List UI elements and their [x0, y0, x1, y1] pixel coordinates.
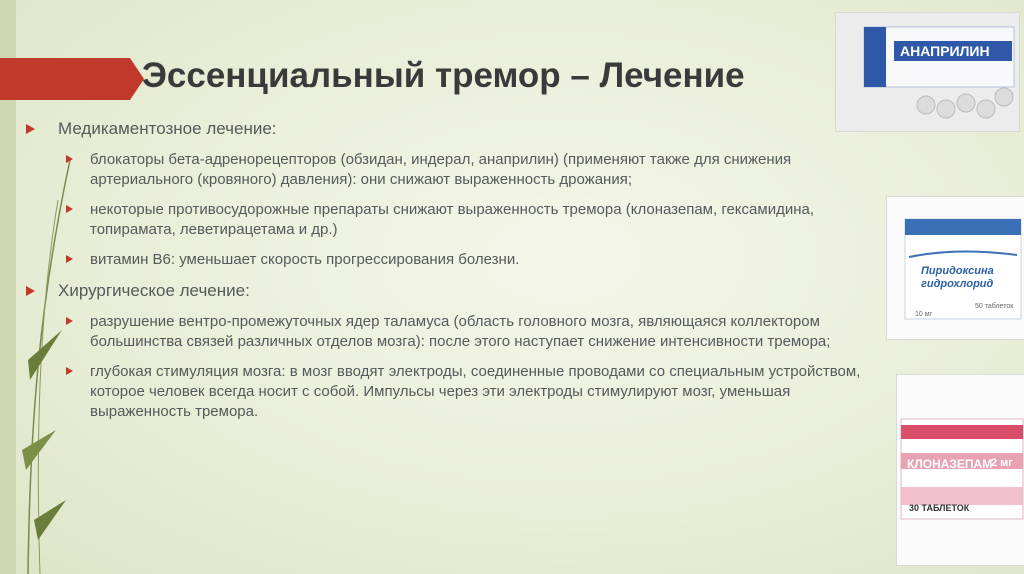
list-item-text: разрушение вентро-промежуточных ядер таламуса (область головного мозга, являющаяся коллектором большинства связей различных отделов мозга): после этого наступает снижение интенсивности тремора;	[90, 313, 831, 350]
pyridoxine-name-line1: Пиридоксина	[921, 265, 994, 277]
clonazepam-count: 30 ТАБЛЕТОК	[909, 503, 970, 513]
anaprilin-pack-icon	[836, 13, 1019, 131]
pyridoxine-dose: 10 мг	[915, 311, 933, 318]
list-item	[26, 250, 888, 270]
pyridoxine-name-line2: гидрохлорид	[921, 278, 994, 290]
clonazepam-label: КЛОНАЗЕПАМ	[907, 457, 993, 471]
list-item	[26, 312, 888, 352]
clonazepam-package-image	[896, 374, 1024, 566]
anaprilin-package-image	[835, 12, 1020, 132]
bullet-arrow-icon	[26, 124, 35, 134]
section-heading-text: Медикаментозное лечение:	[58, 119, 277, 138]
list-item-text: некоторые противосудорожные препараты снижают выраженность тремора (клоназепам, гексамидина, топирамата, леветирацетама и др.)	[90, 201, 814, 238]
bullet-arrow-icon	[66, 205, 73, 213]
list-item	[26, 200, 888, 240]
list-item-text: глубокая стимуляция мозга: в мозг вводят электроды, соединенные проводами со специальным устройством, которое человек всегда носит с собой. Импульсы через эти электроды стимулируют мозг, уменьшая выраженность тремора.	[90, 363, 861, 420]
bullet-arrow-icon	[66, 155, 73, 163]
bullet-arrow-icon	[66, 255, 73, 263]
pyridoxine-label	[921, 265, 994, 291]
list-item-text: блокаторы бета-адренорецепторов (обзидан, индерал, анаприлин) (применяют также для снижения артериального (кровяного) давления): они снижают выраженность дрожания;	[90, 151, 792, 188]
list-item-text: витамин В6: уменьшает скорость прогрессирования болезни.	[90, 251, 520, 268]
bullet-arrow-icon	[66, 317, 73, 325]
section-heading	[26, 280, 888, 302]
bullet-arrow-icon	[66, 367, 73, 375]
bullet-arrow-icon	[26, 286, 35, 296]
list-item	[26, 362, 888, 422]
list-item	[26, 150, 888, 190]
section-heading-text: Хирургическое лечение:	[58, 281, 250, 300]
pyridoxine-count: 50 таблеток	[975, 303, 1014, 310]
anaprilin-label: АНАПРИЛИН	[900, 43, 990, 59]
pyridoxine-package-image	[886, 196, 1024, 340]
slide-title: Эссенциальный тремор – Лечение	[142, 56, 745, 95]
section-heading	[26, 118, 888, 140]
clonazepam-dose: 2 мг	[991, 457, 1013, 469]
title-accent-bar	[0, 58, 130, 100]
slide-body	[26, 118, 888, 432]
